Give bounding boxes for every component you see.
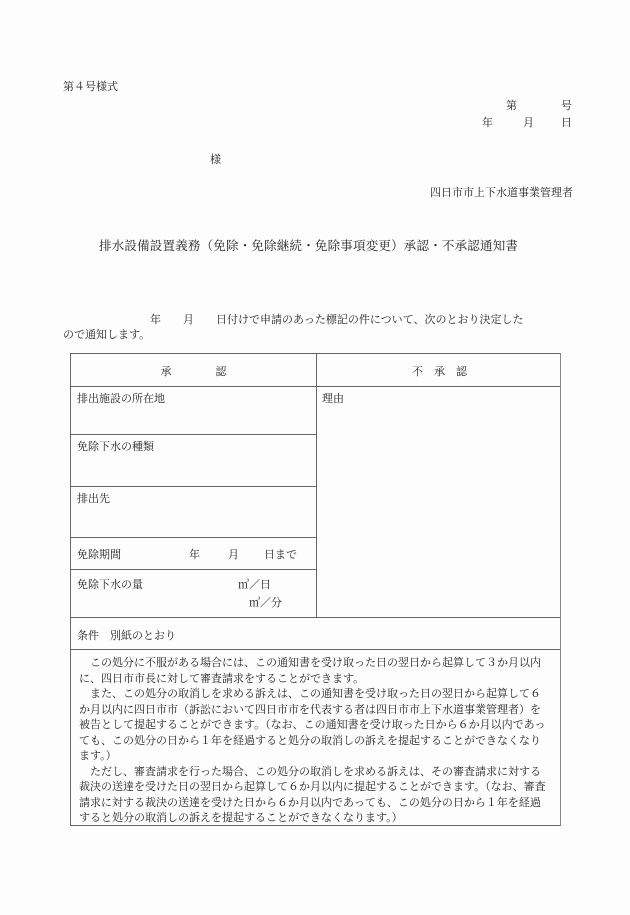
reject-header: 不 承 認: [412, 365, 467, 378]
note-lawsuit: また、この処分の取消しを求める訴えは、この通知書を受け取った日の翌日から起算して６か月以内に四日市市（訴訟において四日市市を代表する者は四日市市上下水道事業管理者）を被告として提起することができます。（なお、この通知書を受け取った日から６か月以内であっても、この処分の日から１年を経過すると処分の取消しの訴えを提起することができなくなります。）: [79, 687, 546, 762]
date-day: 日: [561, 116, 572, 129]
divider: [71, 434, 317, 435]
period-label: 免除期間: [77, 548, 121, 561]
period-month: 月: [228, 548, 239, 561]
decision-table: [70, 353, 561, 826]
reason-label: 理由: [322, 392, 344, 405]
number-suffix: 号: [561, 99, 572, 112]
wastewater-type-label: 免除下水の種類: [77, 440, 154, 453]
destination-label: 排出先: [77, 492, 110, 505]
approve-header: 承 認: [160, 365, 227, 378]
divider: [71, 537, 317, 538]
issuer: 四日市市上下水道事業管理者: [430, 186, 573, 199]
document-title: 排水設備設置義務（免除・免除継続・免除事項変更）承認・不承認通知書: [99, 238, 519, 253]
period-until: 日まで: [264, 548, 297, 561]
volume-per-minute: ㎥／分: [249, 596, 282, 609]
note-review-request: この処分に不服がある場合には、この通知書を受け取った日の翌日から起算して３か月以内に、四日市市長に対して審査請求をすることができます。: [79, 656, 541, 685]
date-month: 月: [523, 116, 534, 129]
volume-label: 免除下水の量: [77, 578, 143, 591]
addressee-suffix: 様: [210, 153, 221, 166]
location-label: 排出施設の所在地: [77, 392, 165, 405]
divider: [316, 354, 317, 617]
intro-line-1: 年 月 日付けで申請のあった標記の件について、次のとおり決定した: [150, 313, 524, 326]
form-number: 第４号様式: [63, 80, 118, 93]
divider: [71, 617, 560, 618]
date-year: 年: [482, 116, 493, 129]
note-after-review: ただし、審査請求を行った場合、この処分の取消しを求める訴えは、その審査請求に対する裁決の送達を受けた日の翌日から起算して６か月以内に提起することができます。（なお、審査請求に対する裁決の送達を受けた日から６か月以内であっても、この処分の日から１年を経過すると処分の取消しの訴えを提起することができなくなります。）: [79, 764, 546, 824]
divider: [71, 569, 317, 570]
notes-cell: [71, 650, 560, 825]
intro-line-2: ので通知します。: [63, 328, 151, 341]
condition-text: 条件 別紙のとおり: [77, 629, 176, 642]
volume-per-day: ㎥／日: [238, 578, 271, 591]
divider: [71, 486, 317, 487]
period-year: 年: [189, 548, 200, 561]
number-prefix: 第: [506, 99, 517, 112]
